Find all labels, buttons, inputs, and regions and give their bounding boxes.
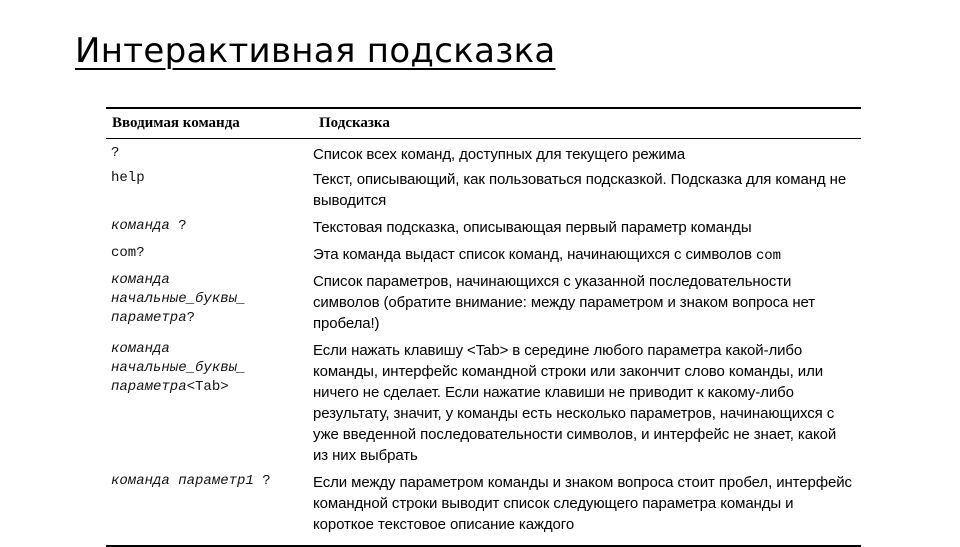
command-cell: help <box>111 170 145 186</box>
table-row <box>106 217 861 240</box>
command-cell: команда параметр1 ? <box>111 473 271 489</box>
command-hint-table <box>106 107 861 547</box>
hint-cell: Текст, описывающий, как пользоваться подсказкой. Подсказка для команд не выводится <box>313 171 847 209</box>
table-row <box>106 144 861 167</box>
command-cell: команда ? <box>111 218 187 234</box>
hint-cell: Если между параметром команды и знаком вопроса стоит пробел, интерфейс командной строки выводит список следующего параметра команды и короткое текстовое описание каждого <box>313 474 852 533</box>
command-cell: команда начальные_буквы_ параметра? <box>111 272 246 326</box>
hint-cell: Если нажать клавишу <Tab> в середине любого параметра какой-либо команды, интерфейс командной строки или закончит слово команды, или ничего не сделает. Если нажатие клавиши не приводит к какому-либо результату, значит, у команды есть несколько параметров, начинающихся с уже введенной последовательности символов, и интерфейс не знает, какой из них выбрать <box>313 342 837 464</box>
hint-cell: Текстовая подсказка, описывающая первый параметр команды <box>313 219 752 236</box>
table-row <box>106 271 861 336</box>
table-body <box>106 139 861 545</box>
table-row <box>106 169 861 213</box>
hint-cell: Список параметров, начинающихся с указанной последовательности символов (обратите внимание: между параметром и знаком вопроса нет пробела!) <box>313 273 816 332</box>
hint-cell: Список всех команд, доступных для текущего режима <box>313 146 686 163</box>
slide-title: Интерактивная подсказка <box>75 31 556 71</box>
table-row <box>106 340 861 468</box>
command-cell: команда начальные_буквы_ параметра<Tab> <box>111 341 246 395</box>
header-command: Вводимая команда <box>112 115 240 131</box>
header-hint: Подсказка <box>319 115 390 131</box>
hint-cell: Эта команда выдаст список команд, начинающихся с символов com <box>313 246 781 264</box>
table-row <box>106 472 861 537</box>
command-cell: ? <box>111 145 120 161</box>
table-row <box>106 244 861 267</box>
table-header-row <box>106 109 861 138</box>
command-cell: com? <box>111 245 145 261</box>
